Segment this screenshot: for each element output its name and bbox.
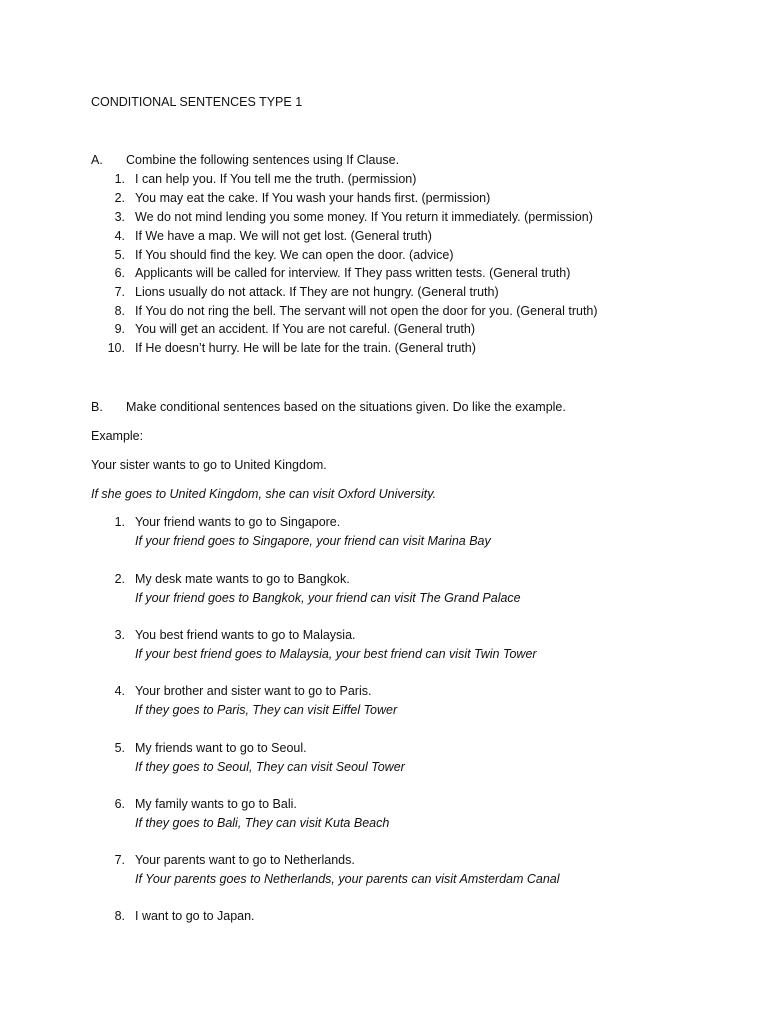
list-item-situation: Your friend wants to go to Singapore. bbox=[135, 515, 341, 529]
list-item-number: 4. bbox=[114, 684, 125, 698]
list-item: If He doesn’t hurry. He will be late for the train. (General truth) bbox=[135, 341, 476, 355]
list-item-answer: If they goes to Seoul, They can visit Seoul Tower bbox=[135, 760, 405, 774]
list-item-number: 3. bbox=[114, 210, 125, 224]
example-answer: If she goes to United Kingdom, she can visit Oxford University. bbox=[91, 487, 437, 501]
list-item-number: 9. bbox=[114, 322, 125, 336]
list-item-number: 2. bbox=[114, 191, 125, 205]
section-a-instruction: Combine the following sentences using If Clause. bbox=[126, 153, 400, 167]
list-item-number: 4. bbox=[114, 229, 125, 243]
list-item: Applicants will be called for interview. If They pass written tests. (General truth) bbox=[135, 266, 571, 280]
example-situation: Your sister wants to go to United Kingdom. bbox=[91, 458, 327, 472]
section-b-instruction: Make conditional sentences based on the situations given. Do like the example. bbox=[126, 400, 566, 414]
list-item-number: 8. bbox=[114, 909, 125, 923]
list-item: You will get an accident. If You are not careful. (General truth) bbox=[135, 322, 476, 336]
list-item-situation: Your parents want to go to Netherlands. bbox=[135, 853, 355, 867]
list-item-number: 7. bbox=[114, 853, 125, 867]
list-item-answer: If Your parents goes to Netherlands, your parents can visit Amsterdam Canal bbox=[135, 872, 560, 886]
list-item: Lions usually do not attack. If They are not hungry. (General truth) bbox=[135, 285, 499, 299]
list-item: We do not mind lending you some money. If You return it immediately. (permission) bbox=[135, 210, 593, 224]
list-item-situation: I want to go to Japan. bbox=[135, 909, 255, 923]
list-item: I can help you. If You tell me the truth. (permission) bbox=[135, 172, 417, 186]
example-label: Example: bbox=[91, 429, 144, 443]
list-item: If We have a map. We will not get lost. (General truth) bbox=[135, 229, 432, 243]
list-item-answer: If your friend goes to Bangkok, your friend can visit The Grand Palace bbox=[135, 591, 521, 605]
list-item-number: 3. bbox=[114, 628, 125, 642]
list-item-number: 7. bbox=[114, 285, 125, 299]
list-item-number: 1. bbox=[114, 172, 125, 186]
page-title: CONDITIONAL SENTENCES TYPE 1 bbox=[91, 95, 303, 109]
list-item-answer: If they goes to Paris, They can visit Eiffel Tower bbox=[135, 703, 398, 717]
list-item-number: 6. bbox=[114, 797, 125, 811]
list-item-situation: You best friend wants to go to Malaysia. bbox=[135, 628, 356, 642]
list-item-number: 1. bbox=[114, 515, 125, 529]
list-item-answer: If your best friend goes to Malaysia, your best friend can visit Twin Tower bbox=[135, 647, 537, 661]
list-item-answer: If your friend goes to Singapore, your friend can visit Marina Bay bbox=[135, 534, 491, 548]
list-item-situation: My desk mate wants to go to Bangkok. bbox=[135, 572, 350, 586]
list-item-number: 5. bbox=[114, 248, 125, 262]
list-item-situation: My family wants to go to Bali. bbox=[135, 797, 297, 811]
list-item-situation: Your brother and sister want to go to Paris. bbox=[135, 684, 372, 698]
section-a-marker: A. bbox=[91, 153, 103, 167]
list-item-number: 8. bbox=[114, 304, 125, 318]
list-item-answer: If they goes to Bali, They can visit Kuta Beach bbox=[135, 816, 390, 830]
list-item-number: 6. bbox=[114, 266, 125, 280]
list-item-number: 10. bbox=[107, 341, 125, 355]
list-item-number: 2. bbox=[114, 572, 125, 586]
section-b-marker: B. bbox=[91, 400, 103, 414]
list-item: If You should find the key. We can open the door. (advice) bbox=[135, 248, 454, 262]
list-item: You may eat the cake. If You wash your hands first. (permission) bbox=[135, 191, 491, 205]
list-item-number: 5. bbox=[114, 741, 125, 755]
list-item-situation: My friends want to go to Seoul. bbox=[135, 741, 307, 755]
list-item: If You do not ring the bell. The servant will not open the door for you. (General truth) bbox=[135, 304, 598, 318]
